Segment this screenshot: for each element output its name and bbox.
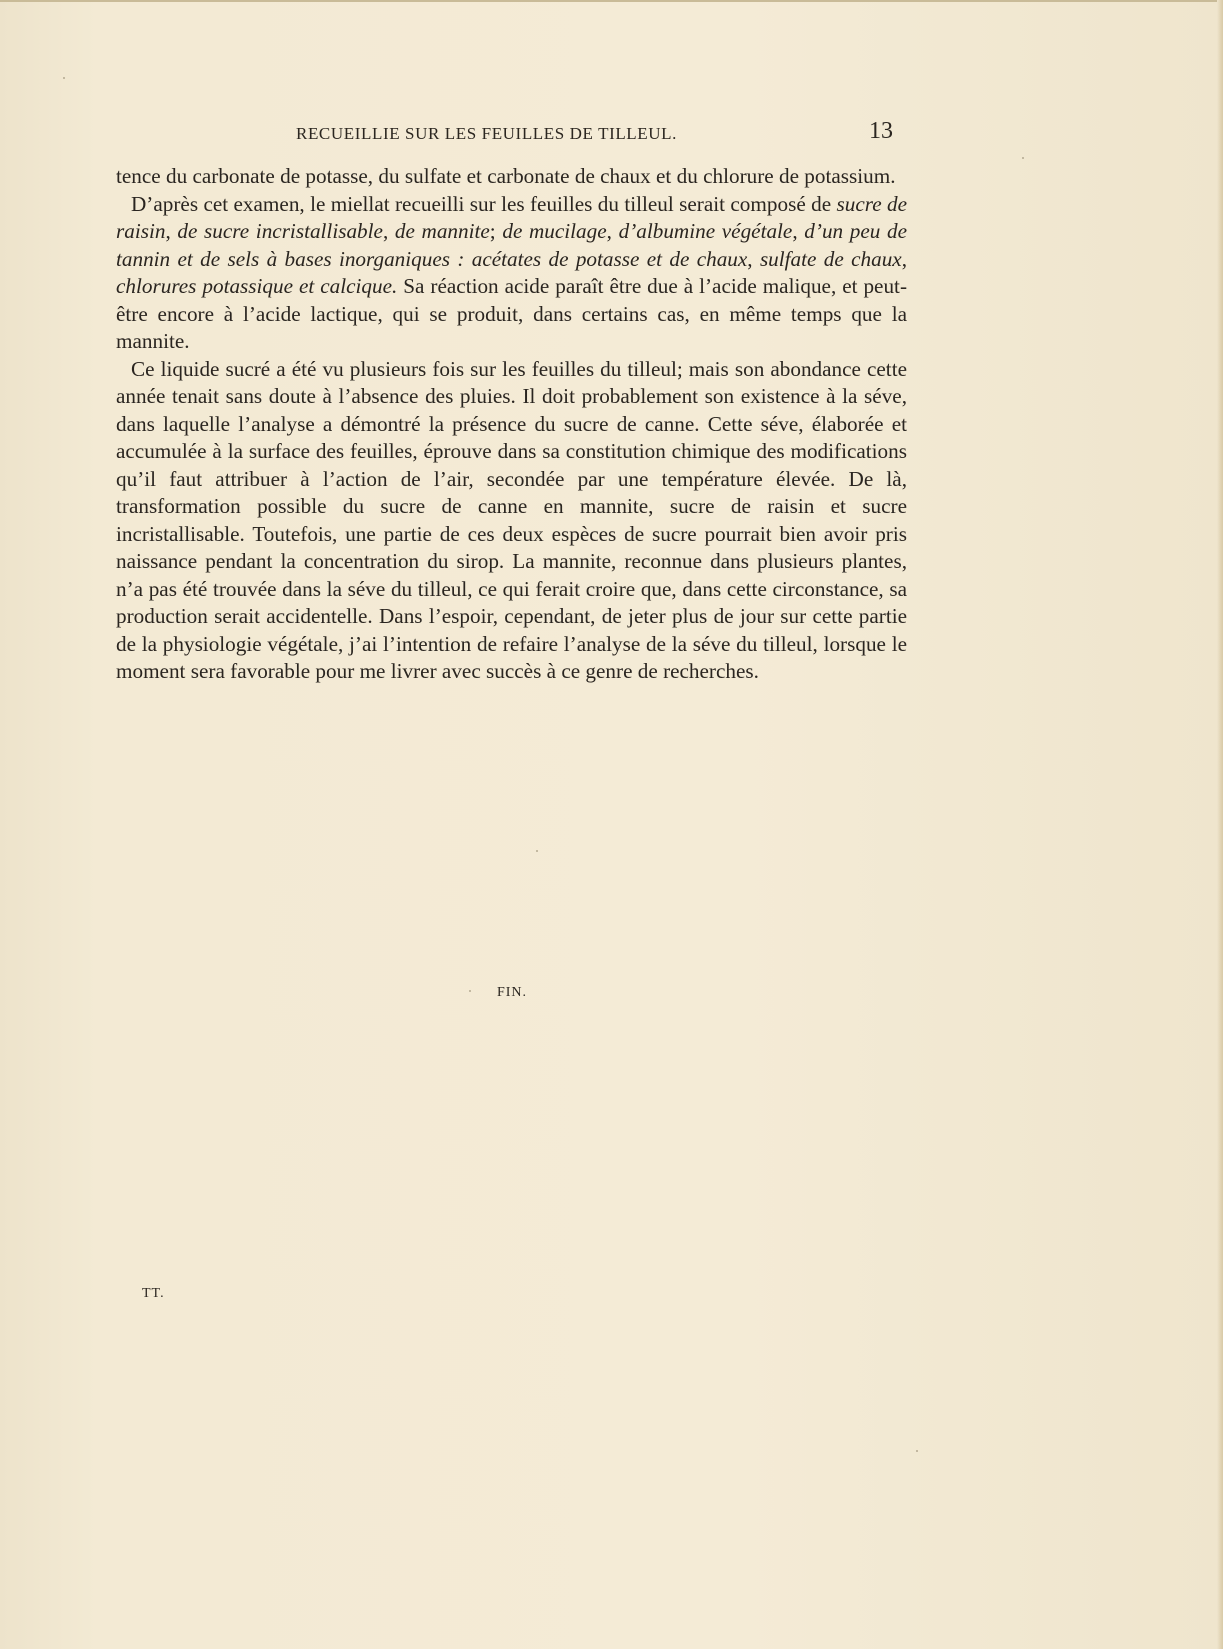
page-number: 13 — [869, 118, 893, 144]
p2-italic-albumine: d’albumine végétale — [618, 219, 793, 243]
p2-sep-1: , — [165, 219, 178, 243]
paper-speck — [916, 1450, 918, 1452]
paper-speck — [1022, 157, 1024, 159]
p2-text-end: Sa réaction acide paraît être due à l’acide malique, et peut-être encore à l’acide lactique, qui se produit, dans certains cas, en même temps que la mannite. — [116, 274, 907, 353]
body-text — [116, 163, 907, 686]
page-top-edge — [0, 0, 1223, 2]
p2-italic-mucilage: de mucilage — [502, 219, 607, 243]
paragraph-1: tence du carbonate de potasse, du sulfate et carbonate de chaux et du chlorure de potassium. — [116, 164, 896, 188]
p2-sep-5: , — [792, 219, 805, 243]
p2-italic-tannin-sels: d’un peu de tannin et de sels à bases inorganiques : acétates de potasse et de chaux — [116, 219, 908, 271]
p2-sep-3: ; — [489, 219, 503, 243]
paragraph-2 — [116, 191, 907, 356]
p2-italic-chlorures: chlorures potassique et calcique. — [116, 274, 398, 298]
paper-speck — [469, 990, 471, 992]
end-mark: FIN. — [496, 985, 528, 1000]
page-right-edge — [1217, 0, 1223, 1649]
p2-sep-4: , — [606, 219, 619, 243]
paper-speck — [536, 850, 538, 852]
p2-italic-sulfate-de-chaux: sulfate de chaux — [759, 246, 902, 271]
p2-sep-2: , — [382, 219, 395, 243]
paragraph-3: Ce liquide sucré a été vu plusieurs fois sur les feuilles du tilleul; mais son abondance cette année tenait sans doute à l’absence des pluies. Il doit probablement son existence à la séve, dans laquelle l’analyse a démontré la présence du sucre de canne. Cette séve, élaborée et accumulée à la surface des feuilles, éprouve dans sa constitution chimique des modifications qu’il faut attribuer à l’action de l’air, secondée par une température élevée. De là, transformation possible du sucre de canne en mannite, sucre de raisin et sucre incristallisable. Toutefois, une partie de ces deux espèces de sucre pourrait bien avoir pris naissance pendant la concentration du sirop. La mannite, reconnue dans plusieurs plantes, n’a pas été trouvée dans la séve du tilleul, ce qui ferait croire que, dans cette circonstance, sa production serait accidentelle. Dans l’espoir, cependant, de jeter plus de jour sur cette partie de la physiologie végétale, j’ai l’intention de refaire l’analyse de la séve du tilleul, lorsque le moment sera favorable pour me livrer avec succès à ce genre de recherches. — [116, 356, 907, 683]
p2-text-start: D’après cet examen, le miellat recueilli sur les feuilles du tilleul serait composé de — [131, 191, 837, 216]
signature-mark: TT. — [142, 1286, 165, 1301]
p2-italic-sucre-de-raisin: sucre de raisin — [116, 191, 907, 243]
p2-italic-mannite: de mannite — [394, 219, 490, 243]
running-head-title: RECUEILLIE SUR LES FEUILLES DE TILLEUL. — [296, 124, 677, 143]
p2-sep-7: , — [901, 246, 908, 271]
p2-italic-sucre-incristallisable: de sucre incristallisable — [177, 219, 383, 243]
p2-sep-6: , — [747, 246, 760, 271]
paper-speck — [63, 77, 65, 79]
